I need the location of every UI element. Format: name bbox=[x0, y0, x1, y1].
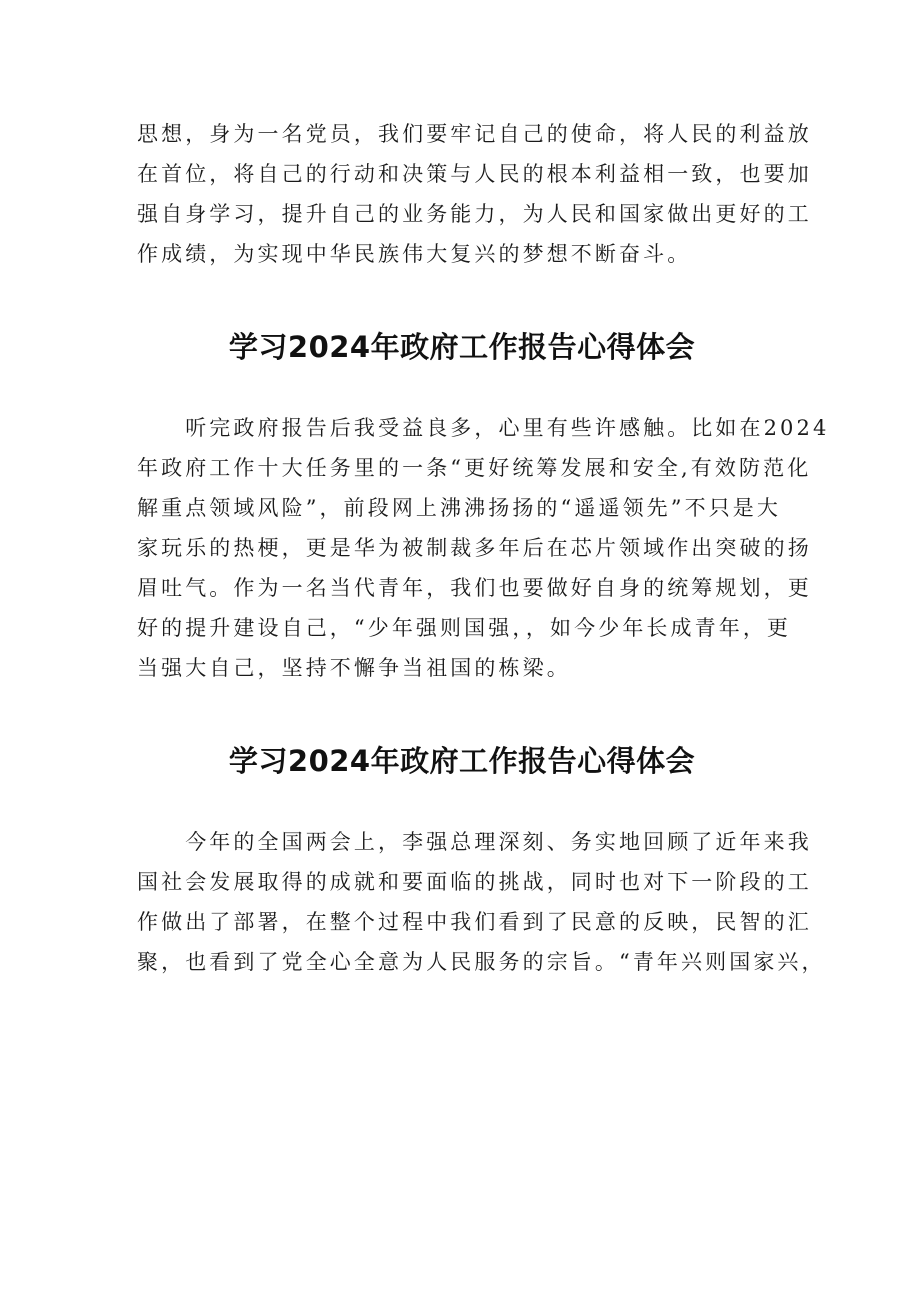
section-1-title: 学习2024年政府工作报告心得体会 bbox=[228, 330, 696, 364]
paragraph-line: 作做出了部署，在整个过程中我们看到了民意的反映，民智的汇 bbox=[137, 910, 812, 934]
document-body bbox=[137, 114, 830, 982]
paragraph-line: 年政府工作十大任务里的一条“更好统筹发展和安全,有效防范化 bbox=[137, 456, 812, 480]
paragraph-line: 当强大自己，坚持不懈争当祖国的栋梁。 bbox=[137, 656, 571, 680]
paragraph-line: 在首位，将自己的行动和决策与人民的根本利益相一致，也要加 bbox=[137, 162, 812, 186]
spacer bbox=[137, 781, 807, 822]
paragraph-line: 聚，也看到了党全心全意为人民服务的宗旨。“青年兴则国家兴， bbox=[137, 950, 826, 974]
intro-paragraph bbox=[137, 114, 812, 274]
paragraph-line: 听完政府报告后我受益良多，心里有些许感触。比如在2024 bbox=[137, 416, 830, 440]
spacer bbox=[137, 367, 807, 408]
spacer bbox=[137, 688, 807, 741]
paragraph-line: 家玩乐的热梗，更是华为被制裁多年后在芯片领域作出突破的扬 bbox=[137, 536, 812, 560]
spacer bbox=[137, 274, 807, 327]
paragraph-line: 眉吐气。作为一名当代青年，我们也要做好自身的统筹规划，更 bbox=[137, 576, 812, 600]
paragraph-line: 好的提升建设自己，“少年强则国强，，如今少年长成青年，更 bbox=[137, 616, 792, 640]
paragraph-line: 今年的全国两会上，李强总理深刻、务实地回顾了近年来我 bbox=[137, 830, 812, 854]
paragraph-line: 国社会发展取得的成就和要面临的挑战，同时也对下一阶段的工 bbox=[137, 870, 812, 894]
section-2-paragraph bbox=[137, 822, 826, 982]
section-1-paragraph bbox=[137, 408, 830, 688]
paragraph-line: 作成绩，为实现中华民族伟大复兴的梦想不断奋斗。 bbox=[137, 242, 692, 266]
section-2-title: 学习2024年政府工作报告心得体会 bbox=[228, 744, 696, 778]
paragraph-line: 思想，身为一名党员，我们要牢记自己的使命，将人民的利益放 bbox=[137, 122, 812, 146]
paragraph-line: 强自身学习，提升自己的业务能力，为人民和国家做出更好的工 bbox=[137, 202, 812, 226]
paragraph-line: 解重点领域风险”，前段网上沸沸扬扬的“遥遥领先”不只是大 bbox=[137, 496, 782, 520]
